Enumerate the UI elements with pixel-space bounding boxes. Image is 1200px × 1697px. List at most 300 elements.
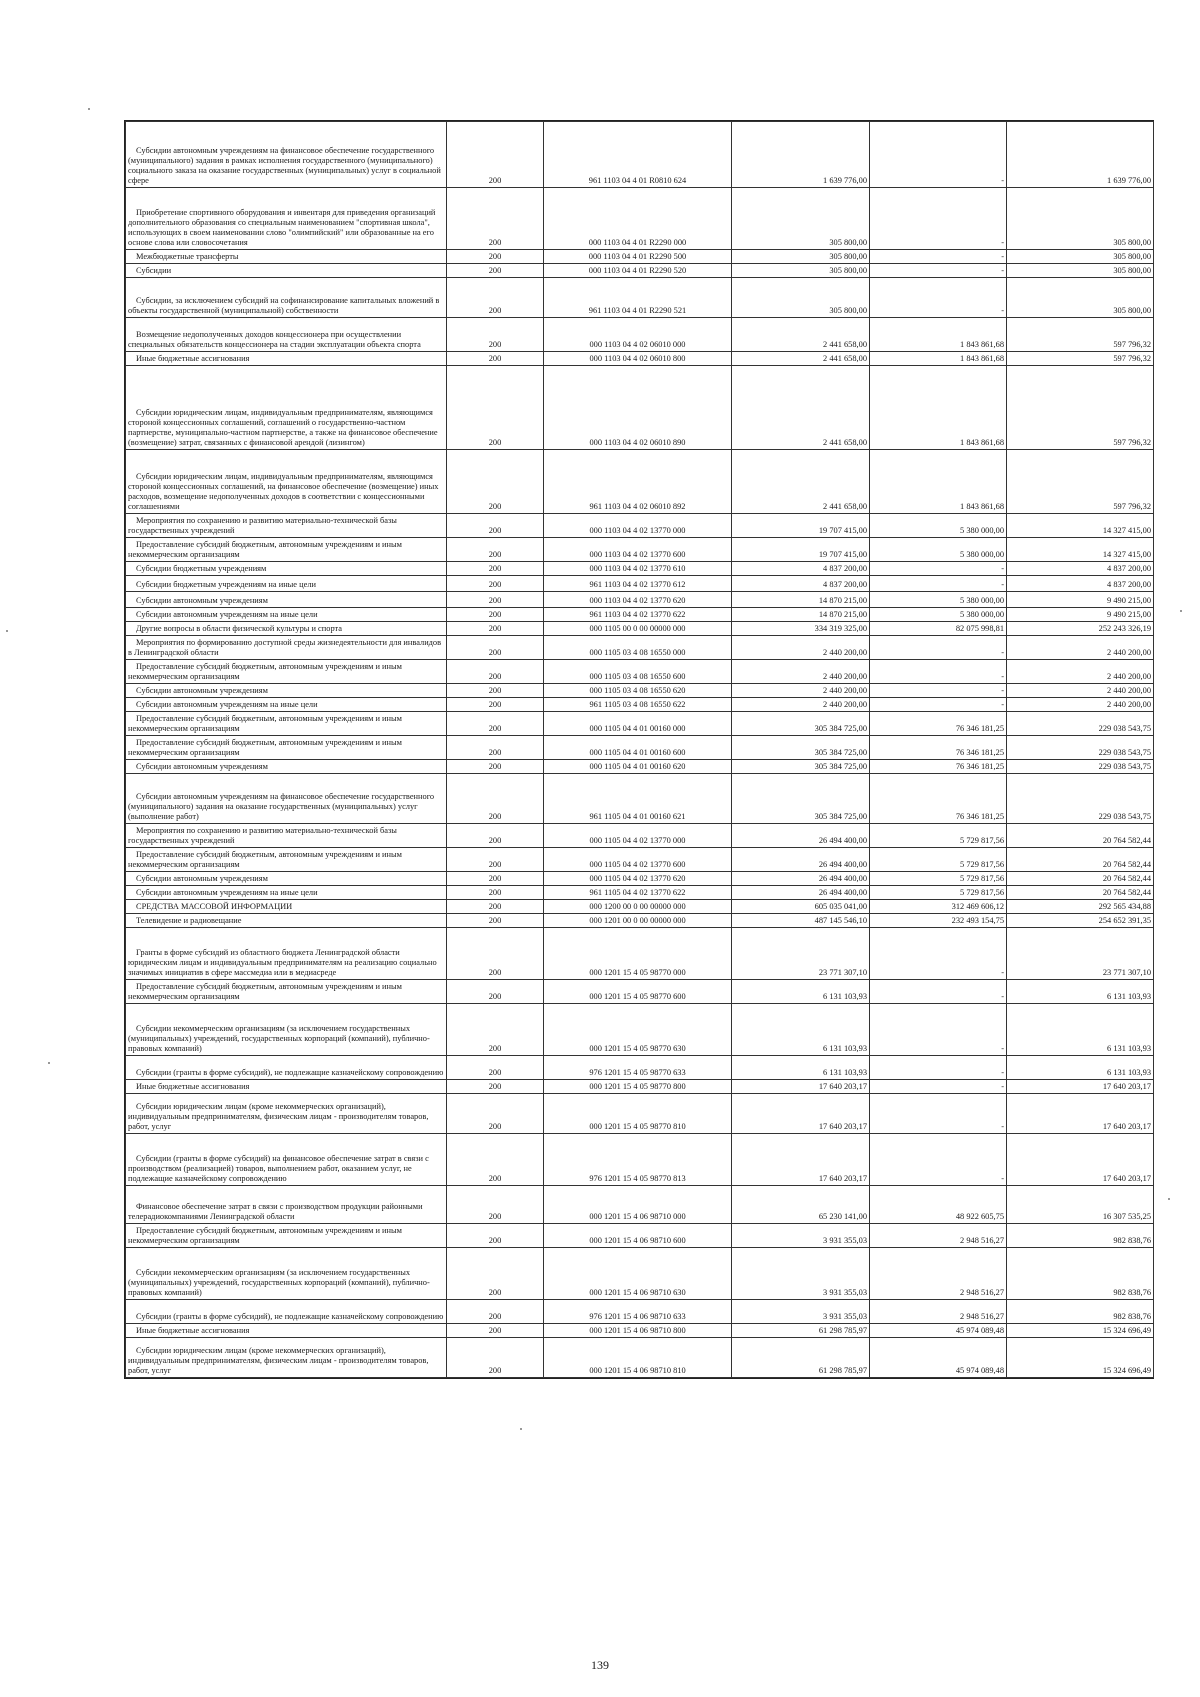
row-code-cell: 200 [447,684,544,698]
table-row [126,278,1154,318]
table-row [126,1224,1154,1248]
row-kbk-cell: 000 1201 15 4 06 98710 630 [544,1248,732,1300]
row-approved-cell: 3 931 355,03 [732,1300,870,1324]
row-name-text: Приобретение спортивного оборудования и инвентаря для приведения организаций дополнительного образования со специальным наименованием "спортивная школа", использующих в своем наименовании слово "олимпийский" или образованные на его основе слова или словосочетания [128,208,436,247]
row-remaining-cell: 2 440 200,00 [1007,660,1154,684]
row-name-cell [126,250,447,264]
row-code-cell: 200 [447,1004,544,1056]
row-name-cell [126,760,447,774]
row-remaining-cell: 20 764 582,44 [1007,848,1154,872]
row-name-cell [126,538,447,562]
table-row [126,736,1154,760]
row-code-cell: 200 [447,1338,544,1378]
row-code-cell: 200 [447,914,544,928]
row-name-text: Телевидение и радиовещание [136,916,242,925]
row-executed-cell: - [870,684,1007,698]
table-row [126,622,1154,636]
row-executed-cell: - [870,928,1007,980]
table-row [126,562,1154,576]
table-row [126,1338,1154,1378]
row-remaining-cell: 2 440 200,00 [1007,636,1154,660]
row-name-text: Субсидии автономным учреждениям на иные цели [136,700,318,709]
row-kbk-cell: 000 1103 04 4 01 R2290 000 [544,188,732,250]
row-name-text: Возмещение недополученных доходов концессионера при осуществлении специальных обязательств концессионера на стадии эксплуатации объекта спорта [128,330,421,349]
table-row [126,366,1154,450]
row-code-cell: 200 [447,366,544,450]
row-remaining-cell: 9 490 215,00 [1007,608,1154,622]
row-kbk-cell: 000 1201 15 4 05 98770 600 [544,980,732,1004]
row-name-cell [126,264,447,278]
table-row [126,886,1154,900]
table-row [126,122,1154,188]
scan-speck [48,1062,50,1064]
row-name-cell [126,1186,447,1224]
row-executed-cell: 76 346 181,25 [870,736,1007,760]
row-executed-cell: - [870,1004,1007,1056]
row-name-text: СРЕДСТВА МАССОВОЙ ИНФОРМАЦИИ [136,902,293,911]
row-executed-cell: 45 974 089,48 [870,1324,1007,1338]
row-remaining-cell: 6 131 103,93 [1007,980,1154,1004]
table-row [126,318,1154,352]
row-name-text: Субсидии юридическим лицам, индивидуальным предпринимателям, являющимся стороной концессионных соглашений, соглашений о государственно-частном партнерстве, муниципально-частном партнерстве, а также на финансовое обеспечение (возмещение) затрат, связанных с финансовой арендой (лизингом) [128,408,438,447]
row-executed-cell: - [870,1056,1007,1080]
row-code-cell: 200 [447,660,544,684]
row-approved-cell: 305 800,00 [732,250,870,264]
row-executed-cell: - [870,660,1007,684]
row-kbk-cell: 000 1201 15 4 05 98770 630 [544,1004,732,1056]
row-name-text: Субсидии бюджетным учреждениям на иные цели [136,580,316,589]
row-name-cell [126,824,447,848]
table-row [126,1080,1154,1094]
row-code-cell: 200 [447,1224,544,1248]
row-remaining-cell: 15 324 696,49 [1007,1338,1154,1378]
row-name-cell [126,576,447,592]
row-remaining-cell: 2 440 200,00 [1007,698,1154,712]
row-kbk-cell: 000 1201 15 4 06 98710 810 [544,1338,732,1378]
row-code-cell: 200 [447,980,544,1004]
row-name-cell [126,1338,447,1378]
table-row [126,608,1154,622]
row-executed-cell: - [870,636,1007,660]
row-executed-cell: - [870,1134,1007,1186]
table-row [126,684,1154,698]
row-executed-cell: 45 974 089,48 [870,1338,1007,1378]
table-row [126,824,1154,848]
row-code-cell: 200 [447,824,544,848]
table-row [126,928,1154,980]
row-remaining-cell: 229 038 543,75 [1007,712,1154,736]
table-row [126,188,1154,250]
row-name-text: Субсидии автономным учреждениям [136,762,268,771]
row-remaining-cell: 982 838,76 [1007,1248,1154,1300]
row-name-cell [126,622,447,636]
row-code-cell: 200 [447,698,544,712]
row-remaining-cell: 305 800,00 [1007,278,1154,318]
row-name-text: Субсидии автономным учреждениям на иные цели [136,610,318,619]
table-row [126,250,1154,264]
row-code-cell: 200 [447,872,544,886]
row-code-cell: 200 [447,514,544,538]
row-executed-cell: 5 380 000,00 [870,514,1007,538]
table-row [126,1134,1154,1186]
row-executed-cell: 1 843 861,68 [870,318,1007,352]
row-name-text: Субсидии (гранты в форме субсидий), не подлежащие казначейскому сопровождению [136,1312,444,1321]
row-approved-cell: 305 384 725,00 [732,736,870,760]
row-name-text: Гранты в форме субсидий из областного бюджета Ленинградской области юридическим лицам и индивидуальным предпринимателям на реализацию социально значимых инициатив в сфере массмедиа или в медиасреде [128,948,437,977]
row-executed-cell: 82 075 998,81 [870,622,1007,636]
row-kbk-cell: 000 1103 04 4 02 06010 890 [544,366,732,450]
row-name-text: Иные бюджетные ассигнования [136,1082,250,1091]
row-approved-cell: 14 870 215,00 [732,592,870,608]
scan-speck [6,630,8,632]
row-name-cell [126,608,447,622]
table-row [126,914,1154,928]
table-row [126,1324,1154,1338]
row-name-text: Субсидии автономным учреждениям на иные цели [136,888,318,897]
row-executed-cell: 48 922 605,75 [870,1186,1007,1224]
row-kbk-cell: 000 1201 15 4 05 98770 810 [544,1094,732,1134]
row-approved-cell: 2 440 200,00 [732,660,870,684]
row-remaining-cell: 17 640 203,17 [1007,1080,1154,1094]
row-approved-cell: 2 440 200,00 [732,698,870,712]
row-executed-cell: 5 729 817,56 [870,872,1007,886]
row-kbk-cell: 961 1103 04 4 01 R0810 624 [544,122,732,188]
row-name-cell [126,774,447,824]
row-kbk-cell: 961 1103 04 4 02 13770 612 [544,576,732,592]
row-name-text: Субсидии [136,266,172,275]
row-kbk-cell: 000 1201 15 4 05 98770 000 [544,928,732,980]
row-remaining-cell: 982 838,76 [1007,1300,1154,1324]
row-remaining-cell: 2 440 200,00 [1007,684,1154,698]
row-name-text: Другие вопросы в области физической культуры и спорта [136,624,343,633]
row-approved-cell: 4 837 200,00 [732,576,870,592]
row-code-cell: 200 [447,636,544,660]
row-approved-cell: 3 931 355,03 [732,1248,870,1300]
row-kbk-cell: 961 1103 04 4 01 R2290 521 [544,278,732,318]
row-approved-cell: 6 131 103,93 [732,980,870,1004]
row-name-cell [126,1056,447,1080]
row-code-cell: 200 [447,1134,544,1186]
table-row [126,1248,1154,1300]
row-kbk-cell: 000 1201 15 4 06 98710 800 [544,1324,732,1338]
row-code-cell: 200 [447,318,544,352]
row-executed-cell: - [870,562,1007,576]
row-approved-cell: 605 035 041,00 [732,900,870,914]
row-approved-cell: 305 800,00 [732,278,870,318]
scan-speck [88,108,90,110]
row-kbk-cell: 000 1105 03 4 08 16550 620 [544,684,732,698]
row-remaining-cell: 305 800,00 [1007,264,1154,278]
row-name-cell [126,1248,447,1300]
row-executed-cell: - [870,250,1007,264]
row-name-text: Субсидии бюджетным учреждениям [136,564,267,573]
row-code-cell: 200 [447,1080,544,1094]
row-name-cell [126,1224,447,1248]
row-remaining-cell: 23 771 307,10 [1007,928,1154,980]
row-kbk-cell: 961 1105 03 4 08 16550 622 [544,698,732,712]
row-code-cell: 200 [447,450,544,514]
row-remaining-cell: 305 800,00 [1007,250,1154,264]
row-approved-cell: 2 441 658,00 [732,352,870,366]
table-row [126,1300,1154,1324]
table-body [126,122,1154,1378]
row-remaining-cell: 6 131 103,93 [1007,1056,1154,1080]
row-executed-cell: - [870,576,1007,592]
row-remaining-cell: 292 565 434,88 [1007,900,1154,914]
table-row [126,1004,1154,1056]
row-name-cell [126,318,447,352]
row-name-cell [126,928,447,980]
row-name-cell [126,1080,447,1094]
row-kbk-cell: 000 1105 04 4 01 00160 620 [544,760,732,774]
row-name-text: Субсидии юридическим лицам, индивидуальным предпринимателям, являющимся стороной концессионных соглашений, на финансовое обеспечение (возмещение) иных расходов, возмещение недополученных доходов в соответствии с концессионными соглашениями [128,472,439,511]
row-approved-cell: 2 441 658,00 [732,450,870,514]
row-remaining-cell: 252 243 326,19 [1007,622,1154,636]
row-name-text: Предоставление субсидий бюджетным, автономным учреждениям и иным некоммерческим организациям [128,714,402,733]
row-name-cell [126,1324,447,1338]
row-name-text: Субсидии автономным учреждениям на финансовое обеспечение государственного (муниципального) задания на оказание государственных (муниципальных) услуг (выполнение работ) [128,792,435,821]
budget-execution-table [124,120,1154,1379]
row-kbk-cell: 961 1103 04 4 02 06010 892 [544,450,732,514]
row-approved-cell: 19 707 415,00 [732,538,870,562]
row-executed-cell: 5 729 817,56 [870,848,1007,872]
row-executed-cell: 76 346 181,25 [870,760,1007,774]
row-name-cell [126,636,447,660]
table-row [126,848,1154,872]
row-name-cell [126,450,447,514]
row-executed-cell: 1 843 861,68 [870,352,1007,366]
row-name-text: Субсидии, за исключением субсидий на софинансирование капитальных вложений в объекты государственной (муниципальной) собственности [128,296,440,315]
row-code-cell: 200 [447,1186,544,1224]
page-number: 139 [591,1658,609,1672]
table-row [126,1186,1154,1224]
row-executed-cell: - [870,1080,1007,1094]
row-code-cell: 200 [447,562,544,576]
row-executed-cell: 5 729 817,56 [870,886,1007,900]
row-kbk-cell: 000 1105 04 4 01 00160 000 [544,712,732,736]
row-approved-cell: 1 639 776,00 [732,122,870,188]
row-code-cell: 200 [447,278,544,318]
row-name-cell [126,562,447,576]
row-approved-cell: 17 640 203,17 [732,1134,870,1186]
row-kbk-cell: 000 1103 04 4 01 R2290 500 [544,250,732,264]
row-name-text: Субсидии юридическим лицам (кроме некоммерческих организаций), индивидуальным предпринимателям, физическим лицам - производителям товаров, работ, услуг [128,1346,429,1375]
table-row [126,450,1154,514]
row-name-text: Субсидии юридическим лицам (кроме некоммерческих организаций), индивидуальным предпринимателям, физическим лицам - производителям товаров, работ, услуг [128,1102,429,1131]
row-code-cell: 200 [447,1300,544,1324]
row-executed-cell: 76 346 181,25 [870,774,1007,824]
row-name-text: Субсидии автономным учреждениям [136,686,268,695]
row-remaining-cell: 254 652 391,35 [1007,914,1154,928]
row-name-cell [126,660,447,684]
row-name-text: Субсидии (гранты в форме субсидий) на финансовое обеспечение затрат в связи с производством (реализацией) товаров, выполнением работ, оказанием услуг, не подлежащие казначейскому сопровождению [128,1154,429,1183]
scan-speck [1180,610,1182,612]
row-remaining-cell: 20 764 582,44 [1007,824,1154,848]
row-kbk-cell: 000 1201 00 0 00 00000 000 [544,914,732,928]
row-kbk-cell: 000 1103 04 4 02 13770 000 [544,514,732,538]
row-executed-cell: - [870,980,1007,1004]
row-name-cell [126,872,447,886]
row-name-text: Предоставление субсидий бюджетным, автономным учреждениям и иным некоммерческим организациям [128,850,402,869]
row-remaining-cell: 4 837 200,00 [1007,576,1154,592]
row-approved-cell: 65 230 141,00 [732,1186,870,1224]
row-code-cell: 200 [447,538,544,562]
row-kbk-cell: 000 1201 15 4 05 98770 800 [544,1080,732,1094]
table-row [126,980,1154,1004]
row-kbk-cell: 000 1201 15 4 06 98710 600 [544,1224,732,1248]
row-name-cell [126,1094,447,1134]
row-code-cell: 200 [447,1248,544,1300]
row-kbk-cell: 000 1105 00 0 00 00000 000 [544,622,732,636]
row-name-cell [126,914,447,928]
row-name-text: Субсидии некоммерческим организациям (за исключением государственных (муниципальных) учреждений, государственных корпораций (компаний), публично-правовых компаний) [128,1024,430,1053]
row-remaining-cell: 20 764 582,44 [1007,872,1154,886]
row-remaining-cell: 597 796,32 [1007,318,1154,352]
table-row [126,900,1154,914]
row-code-cell: 200 [447,592,544,608]
row-remaining-cell: 6 131 103,93 [1007,1004,1154,1056]
row-code-cell: 200 [447,774,544,824]
row-remaining-cell: 982 838,76 [1007,1224,1154,1248]
row-code-cell: 200 [447,576,544,592]
row-kbk-cell: 000 1200 00 0 00 00000 000 [544,900,732,914]
row-name-text: Субсидии некоммерческим организациям (за исключением государственных (муниципальных) учреждений, государственных корпораций (компаний), публично-правовых компаний) [128,1268,430,1297]
row-name-text: Мероприятия по сохранению и развитию материально-технической базы государственных учреждений [128,516,397,535]
row-approved-cell: 19 707 415,00 [732,514,870,538]
row-name-text: Предоставление субсидий бюджетным, автономным учреждениям и иным некоммерческим организациям [128,1226,402,1245]
row-code-cell: 200 [447,608,544,622]
row-approved-cell: 305 800,00 [732,188,870,250]
row-approved-cell: 26 494 400,00 [732,824,870,848]
row-approved-cell: 26 494 400,00 [732,848,870,872]
row-kbk-cell: 000 1103 04 4 02 13770 620 [544,592,732,608]
scan-speck [520,1428,522,1430]
row-approved-cell: 334 319 325,00 [732,622,870,636]
row-name-cell [126,352,447,366]
row-name-text: Иные бюджетные ассигнования [136,1326,250,1335]
row-approved-cell: 23 771 307,10 [732,928,870,980]
row-code-cell: 200 [447,622,544,636]
row-executed-cell: 76 346 181,25 [870,712,1007,736]
row-name-cell [126,122,447,188]
row-code-cell: 200 [447,352,544,366]
row-code-cell: 200 [447,188,544,250]
row-name-cell [126,278,447,318]
row-remaining-cell: 14 327 415,00 [1007,538,1154,562]
row-name-cell [126,514,447,538]
row-name-cell [126,366,447,450]
row-kbk-cell: 000 1103 04 4 02 06010 000 [544,318,732,352]
scan-speck [1168,1198,1170,1200]
row-executed-cell: 5 729 817,56 [870,824,1007,848]
row-name-text: Межбюджетные трансферты [136,252,239,261]
row-remaining-cell: 229 038 543,75 [1007,774,1154,824]
row-name-cell [126,848,447,872]
row-approved-cell: 2 440 200,00 [732,636,870,660]
row-remaining-cell: 20 764 582,44 [1007,886,1154,900]
row-executed-cell: 2 948 516,27 [870,1248,1007,1300]
row-kbk-cell: 000 1103 04 4 02 06010 800 [544,352,732,366]
row-approved-cell: 305 384 725,00 [732,712,870,736]
row-remaining-cell: 597 796,32 [1007,366,1154,450]
row-kbk-cell: 000 1105 04 4 02 13770 620 [544,872,732,886]
row-kbk-cell: 000 1105 04 4 02 13770 600 [544,848,732,872]
row-approved-cell: 305 800,00 [732,264,870,278]
table-row [126,760,1154,774]
table-row [126,712,1154,736]
row-remaining-cell: 597 796,32 [1007,352,1154,366]
row-approved-cell: 61 298 785,97 [732,1338,870,1378]
row-kbk-cell: 976 1201 15 4 05 98770 633 [544,1056,732,1080]
table-row [126,872,1154,886]
table-row [126,538,1154,562]
row-approved-cell: 4 837 200,00 [732,562,870,576]
row-name-cell [126,736,447,760]
row-executed-cell: 312 469 606,12 [870,900,1007,914]
row-executed-cell: - [870,1094,1007,1134]
row-code-cell: 200 [447,900,544,914]
row-approved-cell: 17 640 203,17 [732,1080,870,1094]
table-row [126,264,1154,278]
row-approved-cell: 14 870 215,00 [732,608,870,622]
row-approved-cell: 6 131 103,93 [732,1004,870,1056]
row-name-cell [126,684,447,698]
row-executed-cell: 232 493 154,75 [870,914,1007,928]
row-remaining-cell: 15 324 696,49 [1007,1324,1154,1338]
row-kbk-cell: 976 1201 15 4 06 98710 633 [544,1300,732,1324]
row-executed-cell: - [870,698,1007,712]
row-name-cell [126,900,447,914]
row-kbk-cell: 000 1105 03 4 08 16550 600 [544,660,732,684]
row-executed-cell: - [870,188,1007,250]
row-kbk-cell: 000 1105 03 4 08 16550 000 [544,636,732,660]
row-approved-cell: 3 931 355,03 [732,1224,870,1248]
row-executed-cell: - [870,122,1007,188]
row-kbk-cell: 961 1105 04 4 02 13770 622 [544,886,732,900]
row-name-cell [126,698,447,712]
row-code-cell: 200 [447,264,544,278]
row-approved-cell: 2 440 200,00 [732,684,870,698]
row-remaining-cell: 4 837 200,00 [1007,562,1154,576]
row-executed-cell: 2 948 516,27 [870,1300,1007,1324]
row-kbk-cell: 000 1105 04 4 01 00160 600 [544,736,732,760]
row-name-cell [126,188,447,250]
row-name-text: Предоставление субсидий бюджетным, автономным учреждениям и иным некоммерческим организациям [128,540,402,559]
table-row [126,660,1154,684]
row-executed-cell: 1 843 861,68 [870,366,1007,450]
row-code-cell: 200 [447,928,544,980]
row-kbk-cell: 961 1105 04 4 01 00160 621 [544,774,732,824]
row-code-cell: 200 [447,122,544,188]
row-remaining-cell: 9 490 215,00 [1007,592,1154,608]
row-name-text: Субсидии автономным учреждениям на финансовое обеспечение государственного (муниципального) задания в рамках исполнения государственного (муниципального) социального заказа на оказание государственных (муниципальных) услуг в социальной сфере [128,146,441,185]
row-executed-cell: 5 380 000,00 [870,538,1007,562]
row-code-cell: 200 [447,886,544,900]
row-name-text: Предоставление субсидий бюджетным, автономным учреждениям и иным некоммерческим организациям [128,662,402,681]
row-executed-cell: 1 843 861,68 [870,450,1007,514]
table-row [126,514,1154,538]
table-row [126,1094,1154,1134]
row-kbk-cell: 976 1201 15 4 05 98770 813 [544,1134,732,1186]
row-name-text: Предоставление субсидий бюджетным, автономным учреждениям и иным некоммерческим организациям [128,738,402,757]
row-remaining-cell: 17 640 203,17 [1007,1134,1154,1186]
row-name-text: Субсидии автономным учреждениям [136,596,268,605]
row-remaining-cell: 305 800,00 [1007,188,1154,250]
row-remaining-cell: 229 038 543,75 [1007,736,1154,760]
row-approved-cell: 6 131 103,93 [732,1056,870,1080]
row-name-cell [126,1134,447,1186]
row-executed-cell: - [870,264,1007,278]
